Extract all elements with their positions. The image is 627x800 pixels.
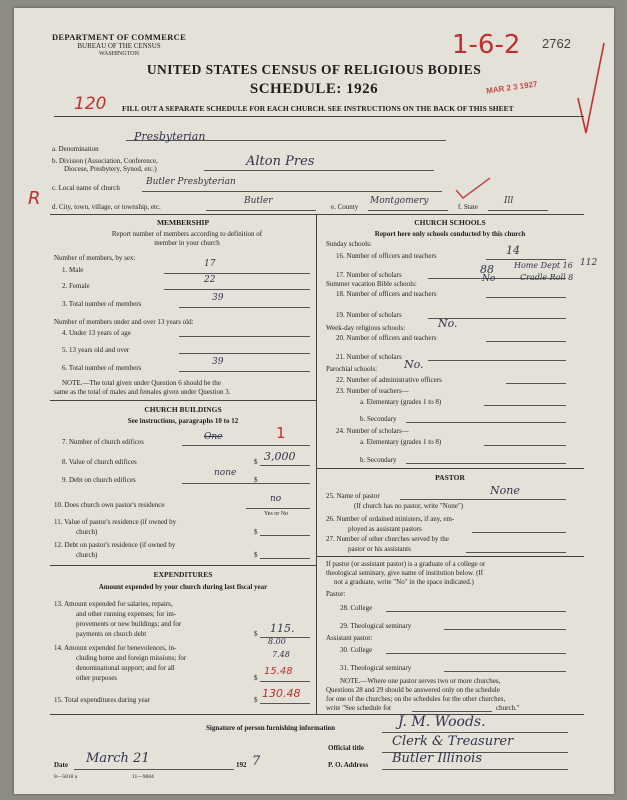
pastor-note-5: church." (496, 704, 520, 712)
q22-line (506, 383, 566, 384)
q8-value: 3,000 (264, 450, 296, 463)
q25-line (400, 499, 566, 500)
city-field-value: Butler (244, 196, 273, 206)
q15-dollar: $ (254, 696, 258, 704)
pastor-note-2: Questions 28 and 29 should be answered only on the schedule (326, 686, 500, 694)
weekday-schools-label: Week-day religious schools: (326, 324, 406, 332)
state-value: Ill (504, 196, 514, 206)
membership-note-2: same as the total of males and females given under Question 3. (54, 388, 231, 396)
q17-note-home: Home Dept 16 (514, 261, 573, 270)
county-label: e. County (331, 203, 359, 211)
grad-rule (316, 556, 584, 557)
q14-label-2: cluding home and foreign missions; for (76, 654, 187, 662)
q24a-label: a. Elementary (grades 1 to 8) (360, 438, 442, 446)
q7-line (182, 445, 310, 446)
q15-label: 15. Total expenditures during year (54, 696, 150, 704)
q3-line (179, 307, 310, 308)
expenditures-heading: EXPENDITURES (153, 570, 213, 579)
q7-label: 7. Number of church edifices (62, 438, 144, 446)
q13-label-4: payments on church debt (76, 630, 147, 638)
year-suffix: 7 (252, 754, 261, 769)
q15-line (260, 703, 310, 704)
county-value: Montgomery (370, 196, 429, 206)
q16-value: 14 (506, 244, 520, 257)
city-field-line (206, 210, 316, 211)
q24a-line (484, 445, 566, 446)
q27-label-1: 27. Number of other churches served by the (326, 535, 449, 543)
q29-line (444, 629, 566, 630)
q1-value: 17 (204, 259, 216, 269)
q24b-label: b. Secondary (360, 456, 397, 464)
age-label: Number of members under and over 13 years old: (54, 318, 194, 326)
membership-note-1: NOTE.—The total given under Question 6 should be the (62, 379, 221, 387)
q2-value: 22 (204, 275, 216, 285)
q13-value: 115. (270, 622, 295, 635)
q10-note: Yes or No (264, 511, 289, 517)
q21-line (428, 360, 566, 361)
q23a-line (484, 405, 566, 406)
q23b-line (406, 422, 566, 423)
grad-text-3: not a graduate, write "No" in the space indicated.) (334, 578, 474, 586)
q29-label: 29. Theological seminary (340, 622, 412, 630)
form-code: 8—5818 a (54, 774, 78, 780)
q10-label: 10. Does church own pastor's residence (54, 501, 165, 509)
q17-note-total: 112 (580, 258, 598, 268)
parochial-schools-label: Parochial schools: (326, 365, 378, 373)
q9-label: 9. Debt on church edifices (62, 476, 136, 484)
red-annotation-left: 120 (74, 94, 107, 114)
pastor-note-line (412, 711, 492, 712)
q23b-label: b. Secondary (360, 415, 397, 423)
q14-line (260, 681, 310, 682)
weekday-schools-value: No. (438, 317, 458, 330)
q12-line (260, 558, 310, 559)
q17-label: 17. Number of scholars (336, 271, 402, 279)
q26-line (472, 532, 566, 533)
q11-label-1: 11. Value of pastor's residence (if owned by (54, 518, 177, 526)
red-margin-mark: R (28, 188, 41, 209)
assistant-label: Assistant pastor: (326, 634, 373, 642)
q9-dollar: $ (254, 476, 258, 484)
pastor-rule (316, 468, 584, 469)
schedule-title: SCHEDULE: 1926 (249, 81, 379, 97)
division-label-2: Diocese, Presbytery, Synod, etc.) (64, 165, 157, 173)
column-divider (316, 214, 317, 714)
q3-value: 39 (212, 293, 224, 303)
division-line (204, 170, 434, 171)
parochial-schools-value: No. (404, 358, 424, 371)
grad-text-1: If pastor (or assistant pastor) is a graduate of a college or (326, 560, 486, 568)
q3-label: 3. Total number of members (62, 300, 142, 308)
date-line (74, 769, 234, 770)
q13-dollar: $ (254, 630, 258, 638)
q22-label: 22. Number of administrative officers (336, 376, 442, 384)
q27-line (466, 552, 566, 553)
summer-schools-label: Summer vacation Bible schools: (326, 280, 417, 288)
q20-label: 20. Number of officers and teachers (336, 334, 437, 342)
instructions-line: FILL OUT A SEPARATE SCHEDULE FOR EACH CHURCH. SEE INSTRUCTIONS ON THE BACK OF THIS SHEET (122, 104, 514, 113)
q26-label-1: 26. Number of ordained ministers, if any, em- (326, 515, 455, 523)
q9-value: none (214, 468, 237, 478)
q7-crossed: One (204, 432, 223, 442)
division-label: b. Division (Association, Conference, (52, 157, 158, 165)
po-address-value: Butler Illinois (392, 751, 482, 766)
signature-label: Signature of person furnishing information (206, 724, 335, 732)
signature-value: J. M. Woods. (398, 714, 486, 730)
summer-schools-value: No (482, 274, 496, 284)
q13-label-2: and other running expenses; for im- (76, 610, 177, 618)
q6-label: 6. Total number of members (62, 364, 142, 372)
q2-line (164, 289, 310, 290)
q12-dollar: $ (254, 551, 258, 559)
q12-label-1: 12. Debt on pastor's residence (if owned by (54, 541, 176, 549)
census-schedule-sheet (14, 8, 614, 794)
form-title: UNITED STATES CENSUS OF RELIGIOUS BODIES (146, 62, 482, 77)
q19-label: 19. Number of scholars (336, 311, 402, 319)
q5-label: 5. 13 years old and over (62, 346, 130, 354)
division-value: Alton Pres (246, 154, 315, 169)
buildings-rule (50, 400, 316, 401)
q12-label-2: church) (76, 551, 98, 559)
q14-label-3: denominational support; and for all (76, 664, 175, 672)
department-label: DEPARTMENT OF COMMERCE (51, 32, 187, 42)
print-code: 11—9684 (132, 774, 154, 780)
q18-line (486, 297, 566, 298)
expenditures-rule (50, 565, 316, 566)
county-line (368, 210, 448, 211)
q21-label: 21. Number of scholars (336, 353, 402, 361)
red-check-mark (576, 38, 606, 138)
q10-value: no (270, 494, 282, 504)
q7-value: 1 (276, 424, 286, 442)
q31-line (444, 671, 566, 672)
q16-line (486, 259, 566, 260)
date-value: March 21 (86, 751, 150, 766)
q2-label: 2. Female (62, 282, 90, 290)
q14-value: 15.48 (264, 666, 293, 677)
q14-label-1: 14. Amount expended for benevolences, in- (54, 644, 177, 652)
q11-line (260, 535, 310, 536)
city-label: WASHINGTON (99, 51, 139, 57)
q13-label-3: provements or new buildings; and for (76, 620, 182, 628)
q16-label: 16. Number of officers and teachers (336, 252, 437, 260)
q17-value: 88 (480, 263, 494, 276)
q23a-label: a. Elementary (grades 1 to 8) (360, 398, 442, 406)
q6-line (179, 371, 310, 372)
red-annotation-number: 1-6-2 (452, 30, 521, 60)
footer-rule (50, 714, 584, 715)
q17-note-cradle: Cradle Roll 8 (520, 273, 574, 282)
expenditures-sub: Amount expended by your church during last fiscal year (98, 583, 268, 591)
pastor-note-1: NOTE.—Where one pastor serves two or more churches, (340, 677, 501, 685)
q25-value: None (490, 484, 520, 497)
q13-label-1: 13. Amount expended for salaries, repairs, (54, 600, 173, 608)
sunday-schools-label: Sunday schools: (326, 240, 372, 248)
buildings-heading: CHURCH BUILDINGS (144, 405, 222, 414)
signature-line (382, 732, 568, 733)
denomination-value: Presbyterian (134, 130, 206, 143)
q28-label: 28. College (340, 604, 373, 612)
state-line (488, 210, 548, 211)
q20-line (486, 341, 566, 342)
q14-note-2: 7.48 (272, 650, 290, 659)
membership-heading: MEMBERSHIP (156, 218, 210, 227)
q14-dollar: $ (254, 674, 258, 682)
q18-label: 18. Number of officers and teachers (336, 290, 437, 298)
po-address-line (382, 769, 568, 770)
pastor-note-4: write "See schedule for (326, 704, 392, 712)
membership-intro-2: member in your church (154, 239, 220, 247)
local-name-line (142, 191, 442, 192)
denomination-label: a. Denomination (52, 145, 99, 153)
q27-label-2: pastor or his assistants (348, 545, 411, 553)
schools-sub: Report here only schools conducted by this church (374, 230, 526, 238)
q24b-line (406, 463, 566, 464)
q24-label: 24. Number of scholars— (336, 427, 409, 435)
q4-label: 4. Under 13 years of age (62, 329, 131, 337)
membership-intro-1: Report number of members according to definition of (111, 230, 263, 238)
q6-value: 39 (212, 357, 224, 367)
q8-line (260, 465, 310, 466)
state-label: f. State (458, 203, 478, 211)
q10-line (246, 508, 310, 509)
city-field-label: d. City, town, village, or township, etc. (52, 203, 161, 211)
buildings-sub: See instructions, paragraphs 10 to 12 (127, 417, 239, 425)
official-title-label: Official title (328, 744, 364, 752)
po-address-label: P. O. Address (328, 761, 369, 769)
bureau-label: BUREAU OF THE CENSUS (77, 42, 161, 50)
q31-label: 31. Theological seminary (340, 664, 412, 672)
q1-line (164, 273, 310, 274)
q14-note-1: 8.00 (268, 637, 286, 646)
header-rule (54, 116, 584, 117)
q25-label: 25. Name of pastor (326, 492, 380, 500)
pastor-heading: PASTOR (435, 473, 465, 482)
official-title-value: Clerk & Treasurer (392, 734, 514, 749)
q5-line (179, 353, 310, 354)
year-prefix: 192 (236, 761, 247, 769)
q25-note: (If church has no pastor, write "None") (354, 502, 464, 510)
q28-line (386, 611, 566, 612)
q8-label: 8. Value of church edifices (62, 458, 137, 466)
q9-line (182, 483, 310, 484)
pastor-note-3: for one of the churches; on the schedules for the other churches, (326, 695, 506, 703)
q30-label: 30. College (340, 646, 373, 654)
pastor-sub-label: Pastor: (326, 590, 346, 598)
received-stamp: MAR 2 3 1927 (485, 79, 538, 96)
date-label: Date (54, 761, 68, 769)
q1-label: 1. Male (62, 266, 84, 274)
q30-line (386, 653, 566, 654)
q11-label-2: church) (76, 528, 98, 536)
local-name-label: c. Local name of church (52, 184, 120, 192)
schools-heading: CHURCH SCHOOLS (414, 218, 486, 227)
q8-dollar: $ (254, 458, 258, 466)
q4-line (179, 336, 310, 337)
q23-label: 23. Number of teachers— (336, 387, 409, 395)
red-check-small (454, 176, 494, 202)
members-by-sex-label: Number of members, by sex: (54, 254, 136, 262)
q26-label-2: ployed as assistant pastors (348, 525, 422, 533)
local-name-value: Butler Presbyterian (146, 177, 236, 187)
form-number: 2762 (542, 36, 571, 51)
section-top-rule (50, 214, 584, 215)
grad-text-2: theological seminary, give name of institution below. (If (326, 569, 484, 577)
q15-value: 130.48 (262, 687, 301, 700)
q11-dollar: $ (254, 528, 258, 536)
q14-label-4: other purposes (76, 674, 118, 682)
